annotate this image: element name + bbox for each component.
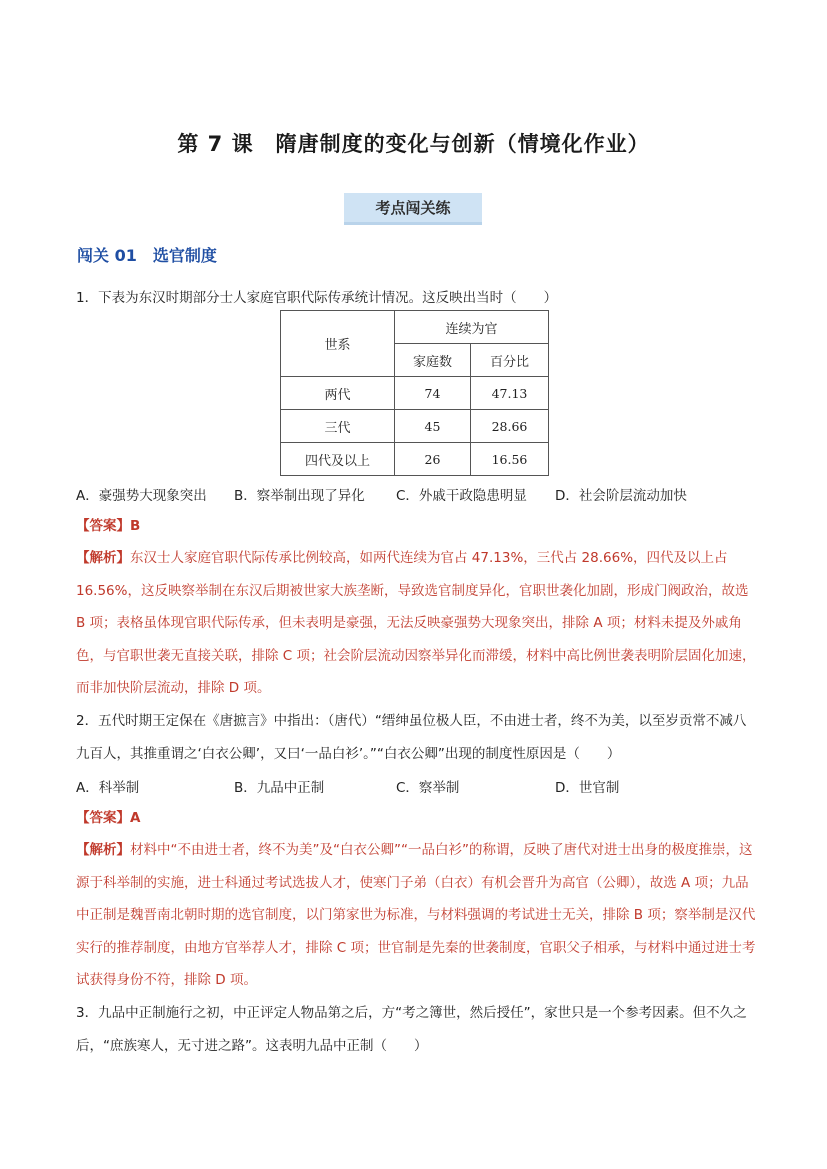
table-header-lineage: 世系 [281, 311, 395, 377]
q1-option-c: C．外戚干政隐患明显 [396, 488, 527, 504]
q2-option-b: B．九品中正制 [234, 780, 325, 796]
q1-options [76, 484, 756, 504]
q2-analysis-text: 材料中“不由进士者，终不为美”及“白衣公卿”“一品白衫”的称谓，反映了唐代对进士出身的极度推崇，这源于科举制的实施，进士科通过考试选拔人才，使寒门子弟（白衣）有机会晋升为高官（公卿），故选 A 项；九品中正制是魏晋南北朝时期的选官制度，以门第家世为标准，与材料强调的考试进士无关，排除 B 项；察举制是汉代实行的推荐制度，由地方官举荐人才，排除 C 项；世官制是先秦的世袭制度，官职父子相承，与材料中通过进士考试获得身份不符，排除 D 项。 [76, 842, 756, 988]
q3-stem: 3．九品中正制施行之初，中正评定人物品第之后，方“考之簿世，然后授任”，家世只是一个参考因素。但不久之后，“庶族寒人，无寸进之路”。这表明九品中正制（ ） [76, 1005, 747, 1054]
row-families: 45 [395, 410, 471, 443]
q2-analysis [76, 834, 756, 997]
table-header-families: 家庭数 [395, 344, 471, 377]
q2-analysis-label: 【解析】 [76, 842, 130, 858]
row-percent: 16.56 [471, 443, 549, 476]
table-row [281, 443, 549, 476]
row-label: 四代及以上 [281, 443, 395, 476]
stats-table [280, 310, 549, 476]
section-heading: 闯关 01 选官制度 [77, 246, 217, 265]
q1-option-a: A．豪强势大现象突出 [76, 488, 207, 504]
q1-option-b: B．察举制出现了异化 [234, 488, 365, 504]
table-header-percent: 百分比 [471, 344, 549, 377]
q1-answer: 【答案】B [76, 518, 141, 534]
q1-analysis-label: 【解析】 [76, 550, 130, 566]
q1-analysis [76, 542, 756, 705]
q1-option-d: D．社会阶层流动加快 [555, 488, 687, 504]
table-header-continuous: 连续为官 [395, 311, 549, 344]
q1-stem: 1．下表为东汉时期部分士人家庭官职代际传承统计情况。这反映出当时（ ） [76, 290, 558, 306]
page-title: 第 7 课 隋唐制度的变化与创新（情境化作业） [177, 132, 650, 156]
section-badge: 考点闯关练 [344, 193, 482, 225]
q2-options [76, 776, 756, 796]
q2-option-c: C．察举制 [396, 780, 460, 796]
q2-option-a: A．科举制 [76, 780, 140, 796]
q2-answer: 【答案】A [76, 810, 141, 826]
row-label: 三代 [281, 410, 395, 443]
table-row [281, 377, 549, 410]
row-families: 74 [395, 377, 471, 410]
q2-option-d: D．世官制 [555, 780, 620, 796]
row-percent: 28.66 [471, 410, 549, 443]
row-percent: 47.13 [471, 377, 549, 410]
row-families: 26 [395, 443, 471, 476]
table-row [281, 410, 549, 443]
row-label: 两代 [281, 377, 395, 410]
q2-stem: 2．五代时期王定保在《唐摭言》中指出：（唐代）“缙绅虽位极人臣，不由进士者，终不为美，以至岁贡常不减八九百人，其推重谓之‘白衣公卿’，又曰‘一品白衫’。”“白衣公卿”出现的制度性原因是（ ） [76, 713, 747, 762]
q1-analysis-text: 东汉士人家庭官职代际传承比例较高，如两代连续为官占 47.13%，三代占 28.66%，四代及以上占 16.56%，这反映察举制在东汉后期被世家大族垄断，导致选官制度异化，官职世袭化加剧，形成门阀政治，故选 B 项；表格虽体现官职代际传承，但未表明是豪强，无法反映豪强势大现象突出，排除 A 项；材料未提及外戚角色，与官职世袭无直接关联，排除 C 项；社会阶层流动因察举异化而滞缓，材料中高比例世袭表明阶层固化加速，而非加快阶层流动，排除 D 项。 [76, 550, 756, 696]
